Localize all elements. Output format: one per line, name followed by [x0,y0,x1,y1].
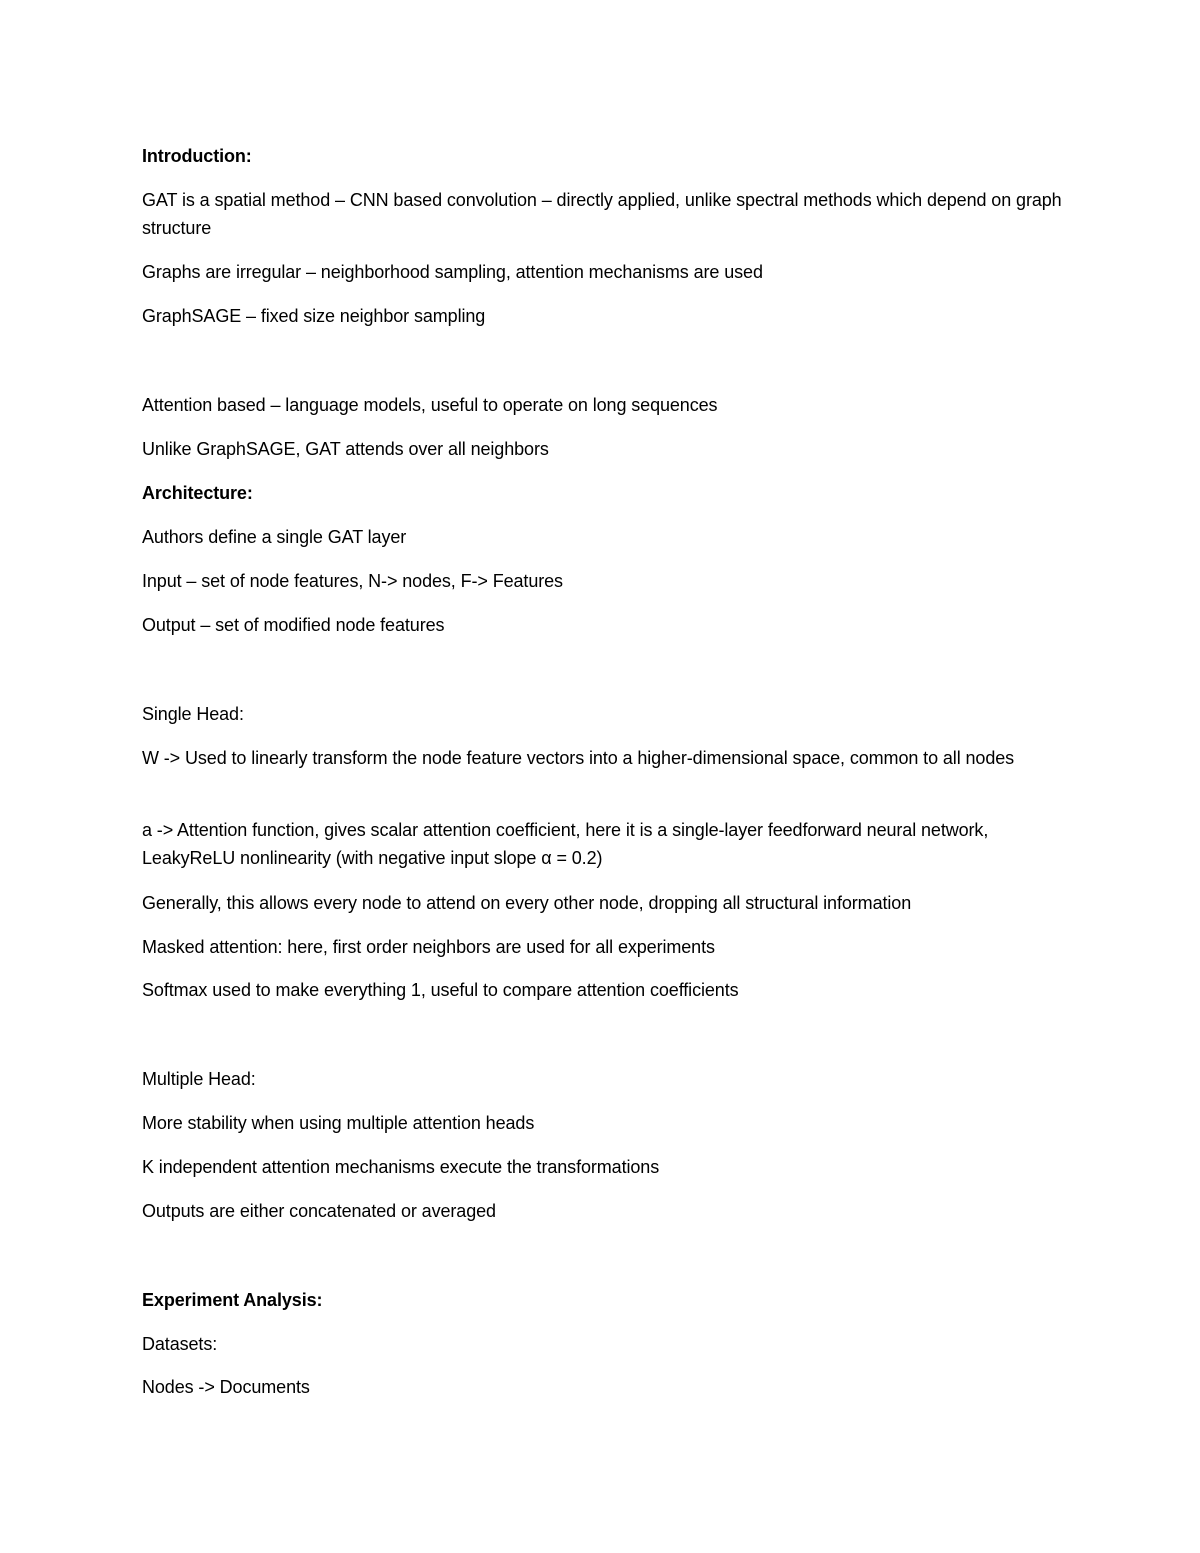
paragraph: Masked attention: here, first order neighbors are used for all experiments [142,937,715,957]
section-heading-introduction: Introduction: [142,146,252,166]
paragraph: Generally, this allows every node to attend on every other node, dropping all structural information [142,893,912,913]
paragraph: Outputs are either concatenated or averaged [142,1201,496,1221]
paragraph: a -> Attention function, gives scalar attention coefficient, here it is a single-layer feedforward neural network, LeakyReLU nonlinearity (with negative input slope α = 0.2) [142,820,989,868]
paragraph: More stability when using multiple attention heads [142,1113,535,1133]
section-heading-experiment-analysis: Experiment Analysis: [142,1290,323,1310]
paragraph: W -> Used to linearly transform the node feature vectors into a higher-dimensional space, common to all nodes [142,748,1015,768]
paragraph: Graphs are irregular – neighborhood sampling, attention mechanisms are used [142,262,763,282]
paragraph: GraphSAGE – fixed size neighbor sampling [142,306,486,326]
subheading-single-head: Single Head: [142,704,244,724]
subheading-multiple-head: Multiple Head: [142,1069,256,1089]
paragraph: K independent attention mechanisms execute the transformations [142,1157,660,1177]
paragraph: Nodes -> Documents [142,1377,310,1397]
paragraph: Output – set of modified node features [142,615,445,635]
paragraph: GAT is a spatial method – CNN based convolution – directly applied, unlike spectral methods which depend on graph structure [142,190,1062,238]
paragraph: Input – set of node features, N-> nodes, F-> Features [142,571,563,591]
paragraph: Datasets: [142,1334,218,1354]
paragraph: Unlike GraphSAGE, GAT attends over all neighbors [142,439,549,459]
section-heading-architecture: Architecture: [142,483,253,503]
paragraph: Softmax used to make everything 1, useful to compare attention coefficients [142,980,739,1000]
paragraph: Authors define a single GAT layer [142,527,407,547]
paragraph: Attention based – language models, useful to operate on long sequences [142,395,718,415]
